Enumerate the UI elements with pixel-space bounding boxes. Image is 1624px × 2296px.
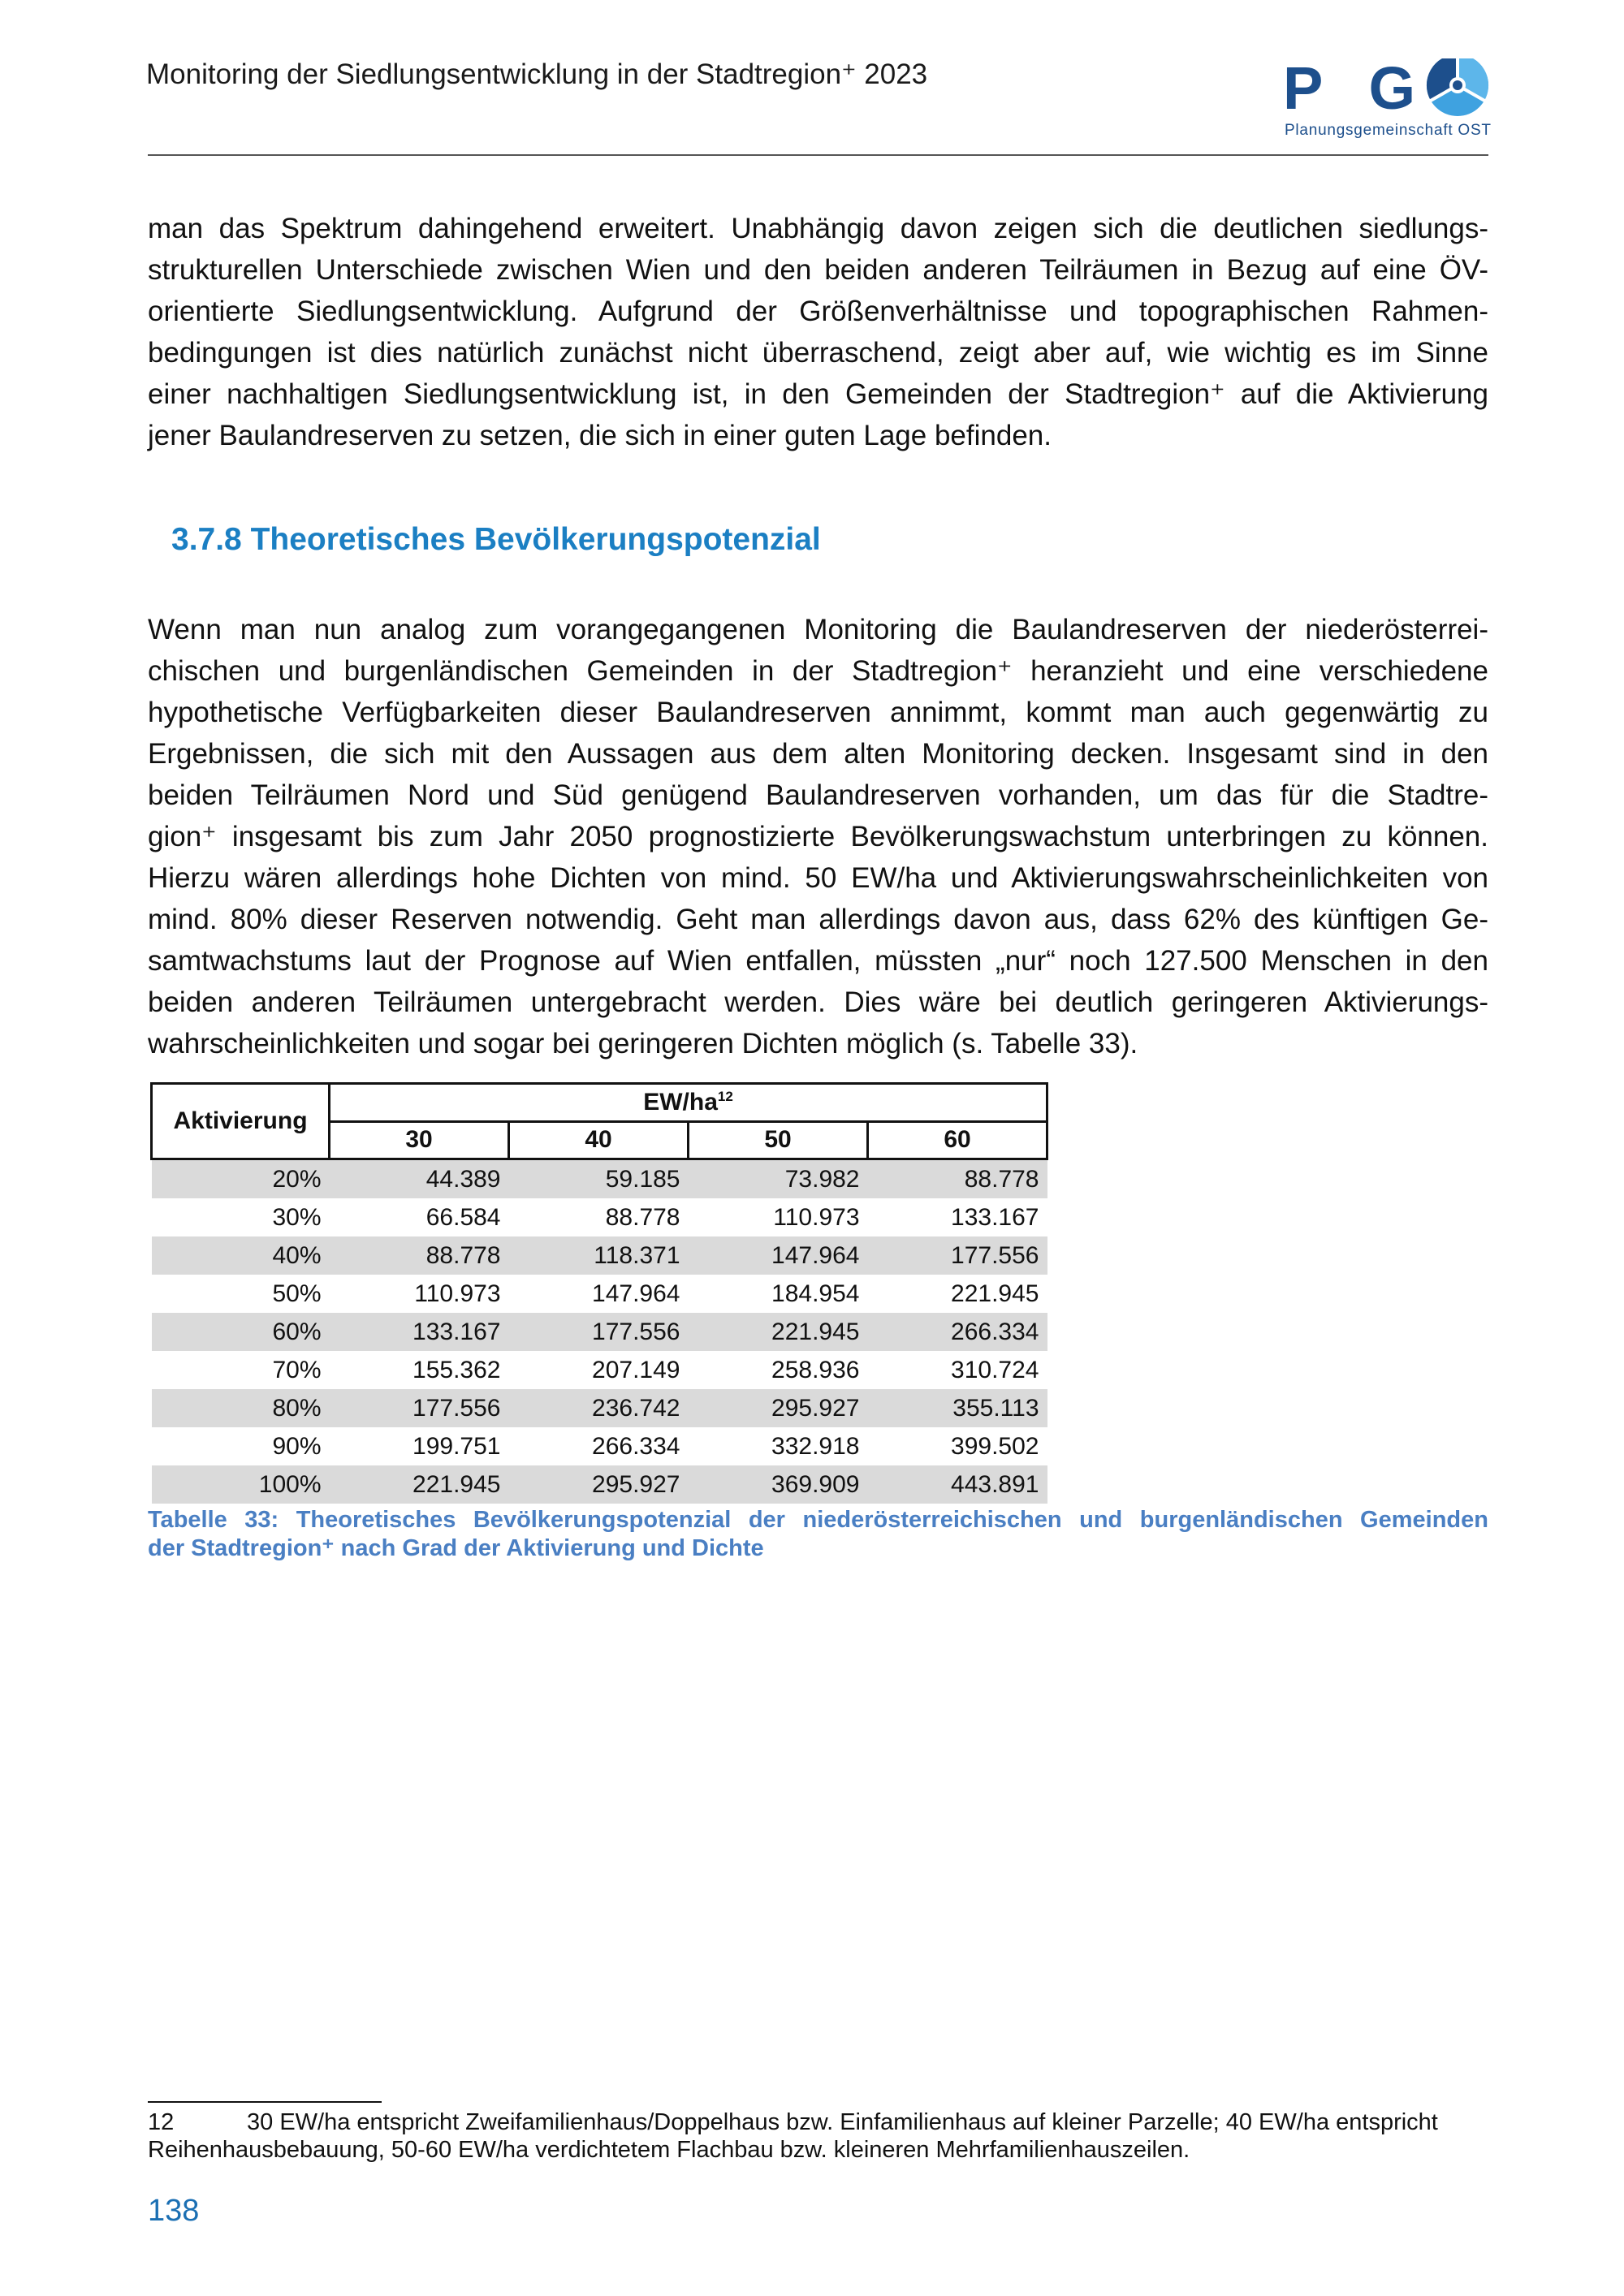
running-header-title: Monitoring der Siedlungsentwicklung in der Stadtregion⁺ 2023 [146, 58, 928, 90]
footnote-text: Reihenhausbebauung, 50-60 EW/ha verdichtetem Flachbau bzw. kleineren Mehrfamilienhauszeilen. [148, 2137, 1190, 2163]
value-cell: 295.927 [689, 1389, 868, 1427]
activation-cell: 80% [152, 1389, 330, 1427]
value-cell: 177.556 [868, 1236, 1047, 1275]
text-line: beiden anderen Teilräumen untergebracht werden. Dies wäre bei deutlich geringeren Aktivierungs- [148, 986, 1488, 1018]
value-cell: 73.982 [689, 1159, 868, 1199]
value-cell: 310.724 [951, 1356, 1039, 1383]
value-cell: 66.584 [425, 1203, 501, 1231]
svg-text:PG: PG [1283, 58, 1417, 122]
text-line: einer nachhaltigen Siedlungsentwicklung ist, in den Gemeinden der Stadtregion⁺ auf die Aktivierung [148, 378, 1488, 410]
activation-cell: 40% [152, 1236, 330, 1275]
value-cell: 221.945 [951, 1280, 1039, 1307]
value-cell: 221.945 [689, 1313, 868, 1351]
value-cell: 332.918 [771, 1432, 860, 1460]
text-line: orientierte Siedlungsentwicklung. Aufgrund der Größenverhältnisse und topographischen Rahmen- [148, 296, 1488, 327]
text-line: beiden Teilräumen Nord und Süd genügend Baulandreserven vorhanden, um das für die Stadtre- [148, 779, 1488, 811]
value-cell: 88.778 [330, 1236, 509, 1275]
value-cell: 443.891 [868, 1465, 1047, 1504]
value-cell: 236.742 [509, 1389, 689, 1427]
table-row [152, 1351, 1047, 1389]
text-line: Ergebnissen, die sich mit den Aussagen aus dem alten Monitoring decken. Insgesamt sind in den [148, 738, 1488, 770]
pgo-logo [1283, 58, 1494, 140]
table-row [152, 1427, 1047, 1465]
activation-cell: 20% [152, 1159, 330, 1199]
body-paragraph-2 [148, 609, 1488, 1064]
footnote [148, 2108, 1488, 2164]
row-header-aktivierung: Aktivierung [152, 1084, 330, 1159]
value-cell: 88.778 [868, 1159, 1047, 1199]
value-cell: 355.113 [868, 1389, 1047, 1427]
table-row [152, 1236, 1047, 1275]
column-header: 60 [868, 1121, 1047, 1159]
value-cell: 295.927 [509, 1465, 689, 1504]
text-line: wahrscheinlichkeiten und sogar bei geringeren Dichten möglich (s. Tabelle 33). [148, 1028, 1138, 1060]
value-cell: 147.964 [592, 1280, 680, 1307]
caption-line: der Stadtregion⁺ nach Grad der Aktivierung und Dichte [148, 1535, 764, 1561]
value-cell: 199.751 [412, 1432, 501, 1460]
value-cell: 177.556 [330, 1389, 509, 1427]
footnote-number: 12 [148, 2109, 175, 2135]
footnote-ref: 12 [717, 1088, 733, 1104]
text-line: mind. 80% dieser Reserven notwendig. Geht man allerdings davon aus, dass 62% des künftigen Ge- [148, 904, 1488, 935]
population-potential-table [150, 1082, 1048, 1504]
value-cell: 133.167 [330, 1313, 509, 1351]
text-line: samtwachstums laut der Prognose auf Wien entfallen, müssten „nur“ noch 127.500 Menschen in den [148, 945, 1488, 977]
value-cell: 59.185 [509, 1159, 689, 1199]
value-cell: 399.502 [951, 1432, 1039, 1460]
text-line: strukturellen Unterschiede zwischen Wien und den beiden anderen Teilräumen in Bezug auf eine ÖV- [148, 254, 1488, 286]
value-cell: 184.954 [771, 1280, 860, 1307]
value-cell: 110.973 [773, 1203, 860, 1231]
activation-cell: 100% [152, 1465, 330, 1504]
text-line: Wenn man nun analog zum vorangegangenen Monitoring die Baulandreserven der niederösterrei- [148, 614, 1488, 645]
table-row [152, 1275, 1047, 1313]
text-line: man das Spektrum dahingehend erweitert. Unabhängig davon zeigen sich die deutlichen siedlungs- [148, 213, 1488, 244]
value-cell: 221.945 [330, 1465, 509, 1504]
page-number: 138 [148, 2194, 200, 2228]
group-header-ewha [330, 1084, 1047, 1122]
value-cell: 177.556 [509, 1313, 689, 1351]
footnote-divider [148, 2101, 382, 2103]
value-cell: 118.371 [509, 1236, 689, 1275]
activation-cell: 70% [272, 1356, 322, 1383]
text-line: chischen und burgenländischen Gemeinden in der Stadtregion⁺ heranzieht und eine verschiedene [148, 655, 1488, 687]
value-cell: 207.149 [592, 1356, 680, 1383]
column-header: 30 [330, 1121, 509, 1159]
column-header: 50 [689, 1121, 868, 1159]
activation-cell: 30% [272, 1203, 322, 1231]
text-line: gion⁺ insgesamt bis zum Jahr 2050 prognostizierte Bevölkerungswachstum unterbringen zu können. [148, 821, 1488, 852]
column-header: 40 [509, 1121, 689, 1159]
value-cell: 147.964 [689, 1236, 868, 1275]
table-row [152, 1198, 1047, 1236]
header-divider [148, 154, 1488, 156]
table-row [152, 1159, 1047, 1199]
text-line: jener Baulandreserven zu setzen, die sich in einer guten Lage befinden. [148, 420, 1052, 451]
value-cell: 369.909 [689, 1465, 868, 1504]
caption-line: Tabelle 33: Theoretisches Bevölkerungspotenzial der niederösterreichischen und burgenländischen Gemeinden [148, 1507, 1488, 1533]
table-row [152, 1313, 1047, 1351]
value-cell: 266.334 [868, 1313, 1047, 1351]
body-paragraph-1 [148, 208, 1488, 456]
value-cell: 155.362 [412, 1356, 501, 1383]
value-cell: 258.936 [771, 1356, 860, 1383]
table-row [152, 1389, 1047, 1427]
value-cell: 110.973 [414, 1280, 501, 1307]
value-cell: 266.334 [592, 1432, 680, 1460]
value-cell: 88.778 [605, 1203, 680, 1231]
activation-cell: 60% [152, 1313, 330, 1351]
group-header-label: EW/ha [643, 1088, 718, 1116]
activation-cell: 50% [272, 1280, 322, 1307]
value-cell: 44.389 [330, 1159, 509, 1199]
footnote-text: 30 EW/ha entspricht Zweifamilienhaus/Doppelhaus bzw. Einfamilienhaus auf kleiner Parzelle; 40 EW/ha entspricht [247, 2109, 1438, 2135]
svg-text:Planungsgemeinschaft OST: Planungsgemeinschaft OST [1285, 122, 1491, 139]
value-cell: 133.167 [951, 1203, 1039, 1231]
text-line: Hierzu wären allerdings hohe Dichten von mind. 50 EW/ha und Aktivierungswahrscheinlichkeiten von [148, 862, 1488, 894]
activation-cell: 90% [272, 1432, 322, 1460]
section-heading: 3.7.8 Theoretisches Bevölkerungspotenzial [171, 522, 821, 557]
text-line: hypothetische Verfügbarkeiten dieser Baulandreserven annimmt, kommt man auch gegenwärtig zu [148, 697, 1488, 728]
table-row [152, 1465, 1047, 1504]
table-caption [148, 1506, 1488, 1563]
text-line: bedingungen ist dies natürlich zunächst nicht überraschend, zeigt aber auf, wie wichtig es im Sinne [148, 337, 1488, 369]
